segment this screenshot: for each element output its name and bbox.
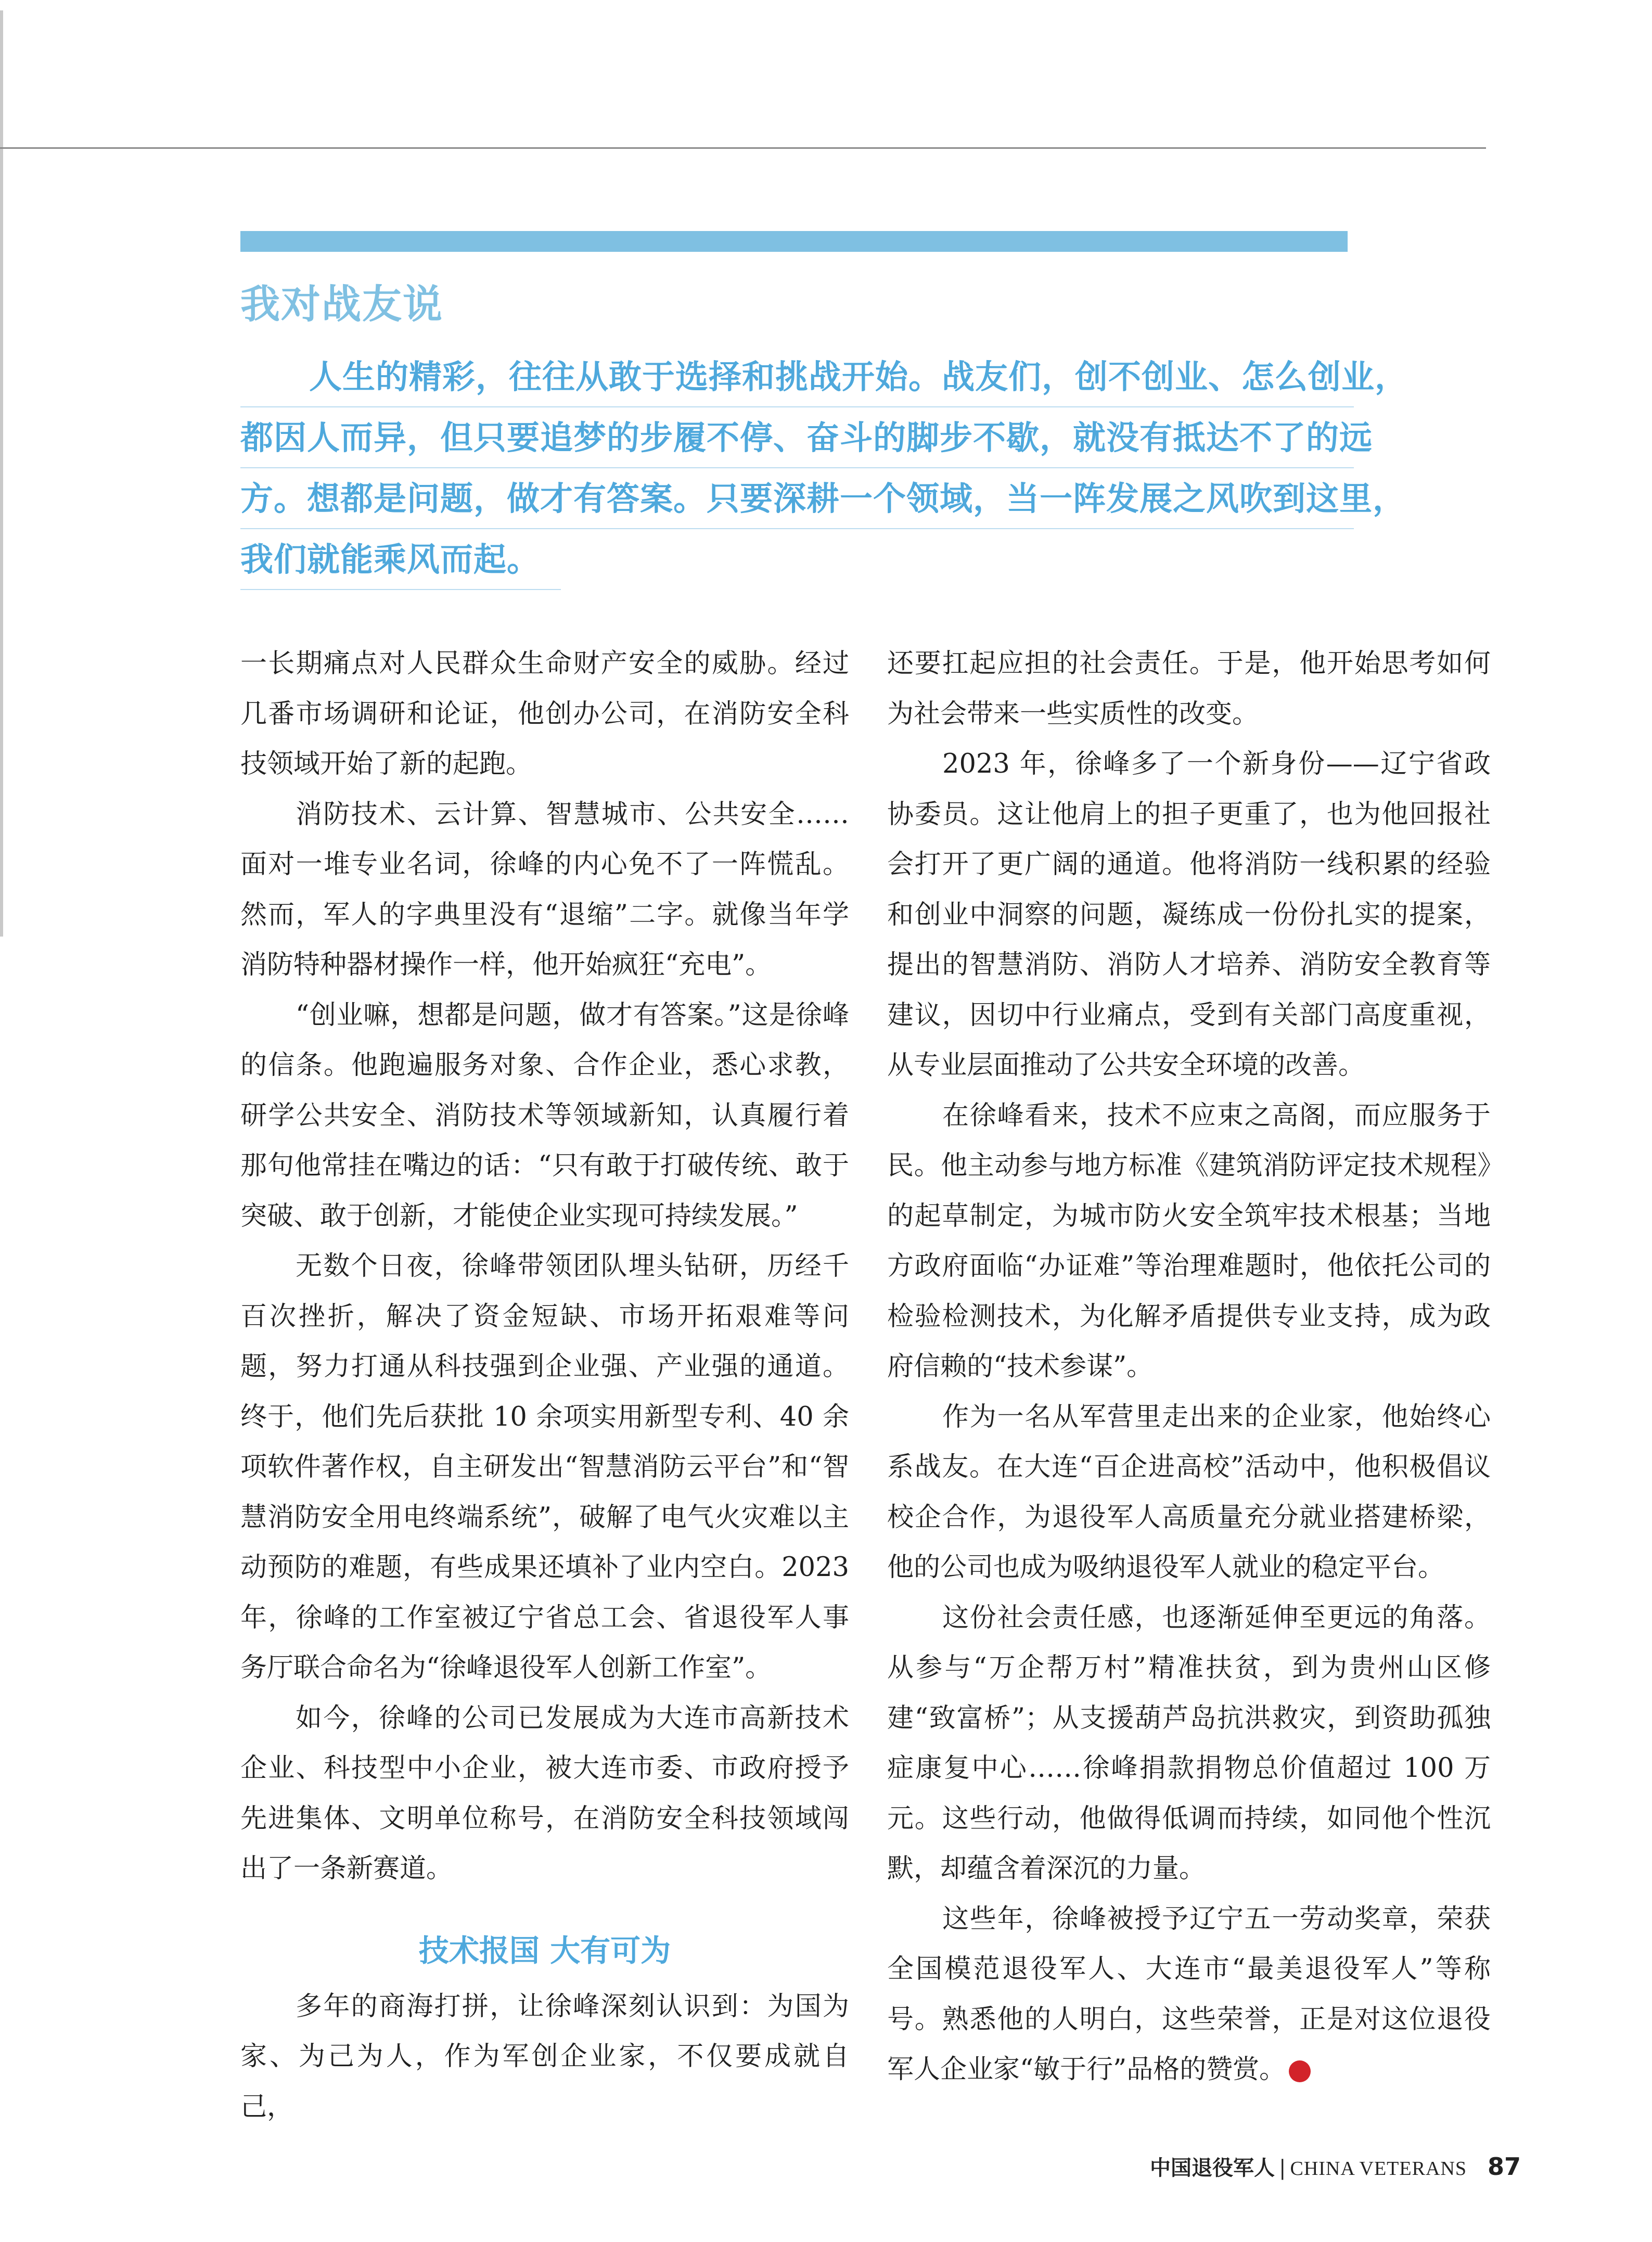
paragraph: “创业嘛，想都是问题，做才有答案。”这是徐峰的信条。他跑遍服务对象、合作企业，悉心求教，研学公共安全、消防技术等领域新知，认真履行着那句他常挂在嘴边的话：“只有敢于打破传统、敢于突破、敢于创新，才能使企业实现可持续发展。” [240, 1000, 849, 1232]
paragraph: 作为一名从军营里走出来的企业家，他始终心系战友。在大连“百企进高校”活动中，他积极倡议校企合作，为退役军人高质量充分就业搭建桥梁，他的公司也成为吸纳退役军人就业的稳定平台。 [887, 1401, 1491, 1583]
quote-line: 都因人而异，但只要追梦的步履不停、奋斗的脚步不歇，就没有抵达不了的远 [240, 407, 1354, 468]
paragraph-text: 这些年，徐峰被授予辽宁五一劳动奖章，荣获全国模范退役军人、大连市“最美退役军人”等称号。熟悉他的人明白，这些荣誉，正是对这位退役军人企业家“敏于行”品格的赞赏。 [887, 1903, 1491, 2085]
paragraph: 一长期痛点对人民群众生命财产安全的威胁。经过几番市场调研和论证，他创办公司，在消防安全科技领域开始了新的起跑。 [240, 648, 849, 779]
page-left-edge [0, 10, 3, 937]
page-number: 87 [1487, 2153, 1521, 2181]
quote-line: 方。想都是问题，做才有答案。只要深耕一个领域，当一阵发展之风吹到这里， [240, 468, 1354, 529]
right-column [887, 639, 1491, 2095]
left-column [240, 639, 849, 2132]
magazine-name-en: CHINA VETERANS [1290, 2158, 1467, 2180]
paragraph: 还要扛起应担的社会责任。于是，他开始思考如何为社会带来一些实质性的改变。 [887, 648, 1491, 729]
quote-heading: 我对战友说 [240, 281, 443, 327]
paragraph: 无数个日夜，徐峰带领团队埋头钻研，历经千百次挫折，解决了资金短缺、市场开拓艰难等问题，努力打通从科技强到企业强、产业强的通道。终于，他们先后获批 10 余项实用新型专利、40 余项软件著作权，自主研发出“智慧消防云平台”和“智慧消防安全用电终端系统”，破解了电气火灾难以主动预防的难题，有些成果还填补了业内空白。2023 年，徐峰的工作室被辽宁省总工会、省退役军人事务厅联合命名为“徐峰退役军人创新工作室”。 [240, 1251, 849, 1683]
quote-accent-bar [240, 231, 1348, 252]
quote-body [240, 347, 1408, 590]
footer-separator: | [1279, 2156, 1286, 2180]
quote-line: 我们就能乘风而起。 [240, 529, 561, 590]
paragraph: 这份社会责任感，也逐渐延伸至更远的角落。从参与“万企帮万村”精准扶贫，到为贵州山区修建“致富桥”；从支援葫芦岛抗洪救灾，到资助孤独症康复中心……徐峰捐款捐物总价值超过 100 万元。这些行动，他做得低调而持续，如同他个性沉默，却蕴含着深沉的力量。 [887, 1602, 1491, 1884]
last-paragraph [887, 1894, 1491, 2095]
quote-line: 人生的精彩，往往从敢于选择和挑战开始。战友们，创不创业、怎么创业， [240, 347, 1354, 407]
end-mark-icon: V [1289, 2060, 1311, 2082]
page-footer [1150, 2151, 1521, 2184]
header-rule [0, 147, 1486, 149]
section-subheading: 技术报国 大有可为 [418, 1932, 671, 1968]
paragraph: 2023 年，徐峰多了一个新身份——辽宁省政协委员。这让他肩上的担子更重了，也为他回报社会打开了更广阔的通道。他将消防一线积累的经验和创业中洞察的问题，凝练成一份份扎实的提案，提出的智慧消防、消防人才培养、消防安全教育等建议，因切中行业痛点，受到有关部门高度重视，从专业层面推动了公共安全环境的改善。 [887, 749, 1491, 1081]
paragraph: 如今，徐峰的公司已发展成为大连市高新技术企业、科技型中小企业，被大连市委、市政府授予先进集体、文明单位称号，在消防安全科技领域闯出了一条新赛道。 [240, 1702, 849, 1884]
paragraph: 消防技术、云计算、智慧城市、公共安全……面对一堆专业名词，徐峰的内心免不了一阵慌乱。然而，军人的字典里没有“退缩”二字。就像当年学消防特种器材操作一样，他开始疯狂“充电”。 [240, 799, 849, 980]
magazine-name-cn: 中国退役军人 [1150, 2156, 1275, 2180]
paragraph: 在徐峰看来，技术不应束之高阁，而应服务于民。他主动参与地方标准《建筑消防评定技术规程》的起草制定，为城市防火安全筑牢技术根基；当地方政府面临“办证难”等治理难题时，他依托公司的检验检测技术，为化解矛盾提供专业支持，成为政府信赖的“技术参谋”。 [887, 1100, 1491, 1382]
paragraph: 多年的商海打拼，让徐峰深刻认识到：为国为家、为己为人，作为军创企业家，不仅要成就自己， [240, 1991, 849, 2122]
